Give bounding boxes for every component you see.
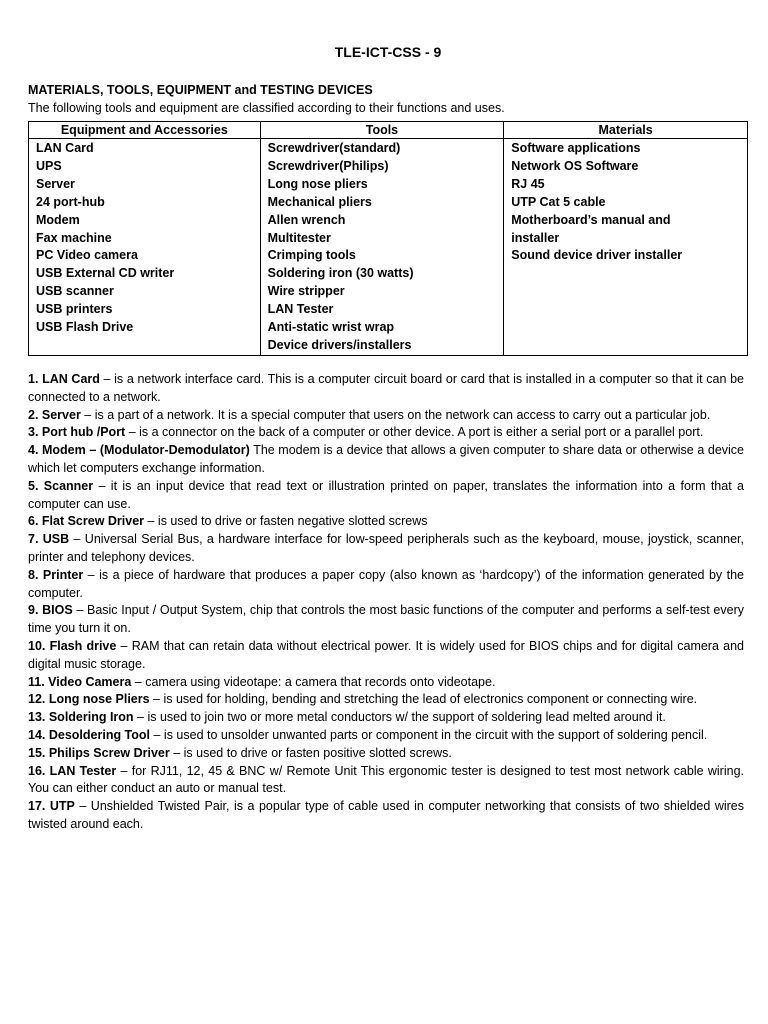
tool-item: Screwdriver(Philips) bbox=[267, 158, 389, 173]
definition-text: – is a part of a network. It is a special computer that users on the network can access to carry out a particular job. bbox=[80, 407, 711, 422]
tool-item: Allen wrench bbox=[267, 212, 346, 227]
tool-item: Soldering iron (30 watts) bbox=[267, 266, 414, 281]
definition-item bbox=[28, 798, 744, 834]
definition-text: – is a piece of hardware that produces a paper copy (also known as ‘hardcopy’) of the information generated by the computer. bbox=[28, 567, 744, 600]
definition-term: 11. Video Camera bbox=[28, 674, 132, 689]
document-title: TLE-ICT-CSS - 9 bbox=[334, 44, 442, 60]
definition-item bbox=[28, 763, 744, 799]
definition-item bbox=[28, 727, 744, 745]
equipment-item: Fax machine bbox=[36, 230, 112, 245]
definition-text: – is used to drive or fasten negative slotted screws bbox=[144, 514, 428, 529]
definition-item bbox=[28, 424, 744, 442]
material-item: Network OS Software bbox=[511, 158, 639, 173]
definition-term: 1. LAN Card bbox=[28, 372, 100, 386]
definition-item bbox=[28, 567, 744, 603]
definition-text: – is used to drive or fasten positive slotted screws. bbox=[169, 745, 452, 760]
material-item: Sound device driver installer bbox=[511, 248, 683, 263]
classification-table bbox=[28, 121, 748, 356]
definition-text: The modem is a device that allows a given computer to share data or otherwise a device which let computers exchange information. bbox=[28, 443, 744, 475]
definition-item bbox=[28, 638, 744, 674]
definition-text: – Unshielded Twisted Pair, is a popular type of cable used in computer networking that consists of two shielded wires twisted around each. bbox=[28, 799, 744, 831]
intro-text: The following tools and equipment are classified according to their functions and uses. bbox=[28, 101, 505, 115]
definition-item bbox=[28, 709, 744, 727]
material-item: Software applications bbox=[511, 141, 641, 155]
definitions-list bbox=[28, 371, 744, 834]
definition-term: 16. LAN Tester bbox=[28, 763, 117, 778]
equipment-item: USB Flash Drive bbox=[36, 320, 134, 335]
definition-term: 10. Flash drive bbox=[28, 638, 117, 653]
materials-column bbox=[504, 139, 748, 356]
header-materials: Materials bbox=[504, 122, 748, 139]
definition-text: – is a connector on the back of a computer or other device. A port is either a serial port or a parallel port. bbox=[125, 425, 704, 440]
definition-term: 7. USB bbox=[28, 532, 70, 547]
definition-item bbox=[28, 674, 744, 692]
definition-text: – is used to unsolder unwanted parts or component in the circuit with the support of soldering pencil. bbox=[150, 727, 708, 742]
definition-term: 17. UTP bbox=[28, 799, 75, 814]
definition-term: 3. Port hub /Port bbox=[28, 425, 126, 440]
definition-item bbox=[28, 407, 744, 425]
definition-item bbox=[28, 691, 744, 709]
tools-column bbox=[260, 139, 504, 356]
definition-term: 14. Desoldering Tool bbox=[28, 727, 151, 742]
definition-text: – RAM that can retain data without electrical power. It is widely used for BIOS chips and for digital camera and digital music storage. bbox=[28, 638, 744, 671]
header-equipment: Equipment and Accessories bbox=[29, 122, 261, 139]
definition-term: 2. Server bbox=[28, 407, 81, 422]
definition-item bbox=[28, 745, 744, 763]
definition-text: – Universal Serial Bus, a hardware interface for low-speed peripherals such as the keyboard, mouse, joystick, scanner, printer and telephony devices. bbox=[28, 532, 745, 564]
tool-item: Multitester bbox=[267, 230, 331, 245]
definition-item bbox=[28, 531, 744, 567]
tool-item: Anti-static wrist wrap bbox=[267, 320, 395, 335]
definition-item bbox=[28, 602, 744, 638]
table-body-row bbox=[29, 139, 748, 356]
definition-term: 13. Soldering Iron bbox=[28, 710, 134, 725]
equipment-item: LAN Card bbox=[36, 141, 94, 155]
definition-text: – for RJ11, 12, 45 & BNC w/ Remote Unit This ergonomic tester is designed to test most network cable wiring. You can either conduct an auto or manual test. bbox=[28, 763, 744, 796]
material-item: UTP Cat 5 cable bbox=[511, 194, 606, 209]
equipment-item: USB External CD writer bbox=[36, 266, 175, 281]
equipment-item: UPS bbox=[36, 158, 62, 173]
definition-item bbox=[28, 442, 744, 478]
equipment-item: Modem bbox=[36, 212, 80, 227]
material-item: installer bbox=[511, 230, 560, 245]
definition-term: 6. Flat Screw Driver bbox=[28, 514, 145, 529]
tool-item: Wire stripper bbox=[267, 284, 345, 299]
material-item: Motherboard’s manual and bbox=[511, 212, 671, 227]
equipment-item: PC Video camera bbox=[36, 248, 138, 263]
material-item: RJ 45 bbox=[511, 176, 545, 191]
definition-term: 4. Modem – (Modulator-Demodulator) bbox=[28, 443, 250, 458]
definition-text: – Basic Input / Output System, chip that controls the most basic functions of the computer and performs a self-test every time you turn it on. bbox=[28, 603, 744, 636]
definition-item bbox=[28, 478, 744, 514]
definition-term: 8. Printer bbox=[28, 567, 84, 582]
tool-item: Long nose pliers bbox=[267, 176, 368, 191]
equipment-item: 24 port-hub bbox=[36, 194, 105, 209]
header-tools: Tools bbox=[260, 122, 504, 139]
definition-text: – is used to join two or more metal conductors w/ the support of soldering lead melted around it. bbox=[133, 710, 666, 725]
table-header-row bbox=[29, 122, 748, 139]
tool-item: Crimping tools bbox=[267, 248, 356, 263]
definition-term: 15. Philips Screw Driver bbox=[28, 745, 170, 760]
definition-text: – it is an input device that read text or illustration printed on paper, translates the information into a form that a computer can use. bbox=[28, 478, 744, 511]
equipment-item: USB scanner bbox=[36, 284, 114, 299]
equipment-item: USB printers bbox=[36, 302, 113, 317]
definition-term: 9. BIOS bbox=[28, 603, 73, 618]
definition-term: 12. Long nose Pliers bbox=[28, 692, 150, 707]
definition-item bbox=[28, 513, 744, 531]
definition-item bbox=[28, 371, 744, 407]
section-title: MATERIALS, TOOLS, EQUIPMENT and TESTING DEVICES bbox=[28, 83, 373, 97]
definition-text: – camera using videotape: a camera that records onto videotape. bbox=[131, 674, 496, 689]
tool-item: Mechanical pliers bbox=[267, 194, 372, 209]
tool-item: LAN Tester bbox=[267, 302, 334, 317]
definition-term: 5. Scanner bbox=[28, 478, 94, 493]
definition-text: – is used for holding, bending and stretching the lead of electronics component or connecting wire. bbox=[149, 692, 698, 707]
tool-item: Device drivers/installers bbox=[267, 337, 412, 352]
tool-item: Screwdriver(standard) bbox=[267, 141, 401, 155]
definition-text: – is a network interface card. This is a computer circuit board or card that is installed in a computer so that it can be connected to a network. bbox=[28, 372, 745, 404]
equipment-column bbox=[29, 139, 261, 356]
equipment-item: Server bbox=[36, 176, 75, 191]
